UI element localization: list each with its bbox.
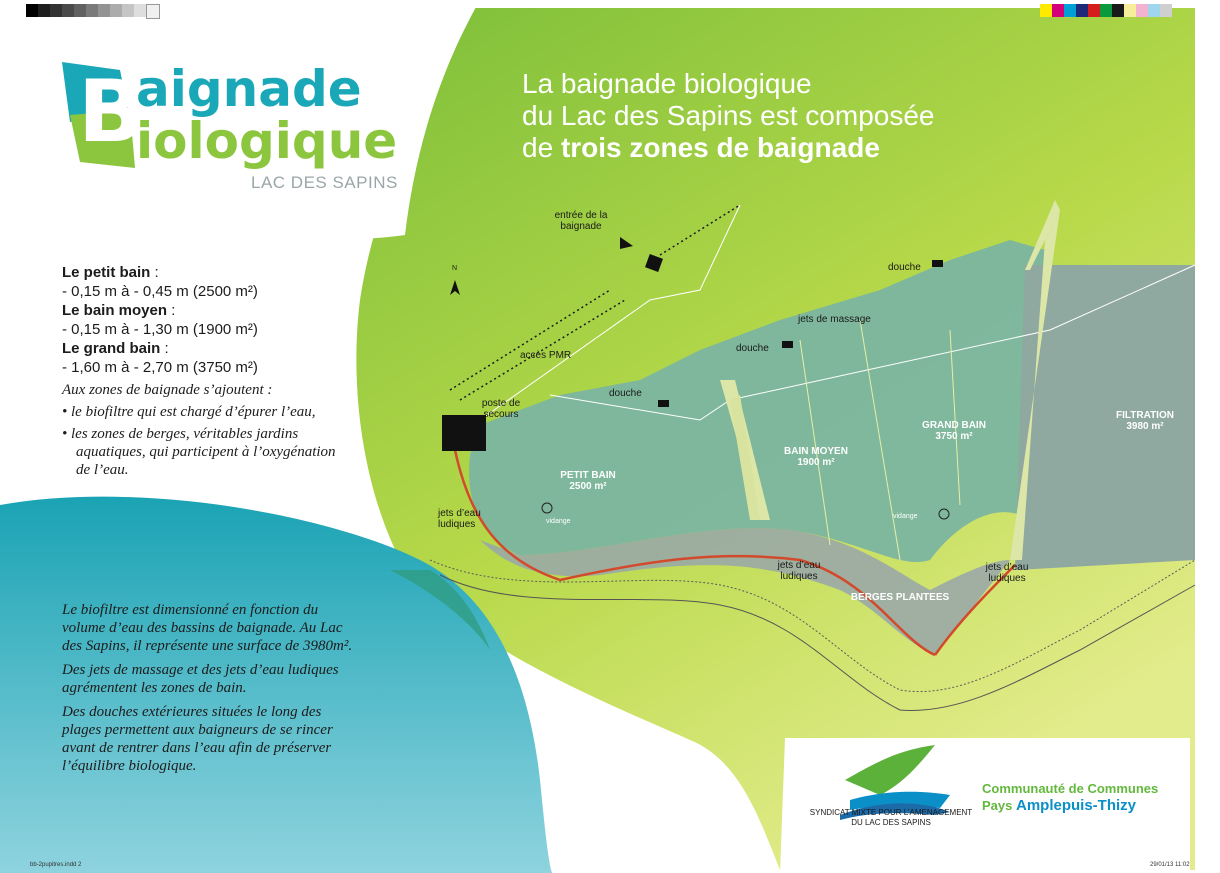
description-p2: Des jets de massage et des jets d’eau ludiques agrémentent les zones de bain. — [62, 662, 339, 696]
poste-secours-label: poste de secours — [481, 398, 521, 420]
description-p1: Le biofiltre est dimensionné en fonction du volume d’eau des bassins de baignade. Au Lac des Sapins, il représente une surface de 3980m². — [62, 602, 353, 654]
syndicat-name — [806, 808, 976, 828]
petit-bain-title: Le petit bain — [62, 264, 151, 281]
bain-moyen-zone — [776, 446, 856, 468]
berges-plantees-label: BERGES PLANTEES — [850, 592, 950, 603]
headline-line3 — [522, 132, 1182, 164]
syndicat-line2: DU LAC DES SAPINS — [851, 818, 931, 827]
grand-bain-value: - 1,60 m à - 2,70 m (3750 m²) — [62, 359, 258, 376]
print-slug-left: bb-2pupitres.indd 2 — [30, 862, 82, 868]
headline — [522, 68, 1182, 164]
entree-label: entrée de la baignade — [554, 210, 608, 232]
biofiltre-description — [62, 601, 362, 775]
logo-big-letter: B — [78, 62, 144, 162]
grand-bain-colon: : — [160, 340, 169, 357]
grand-bain-zone-title: GRAND BAIN — [922, 420, 986, 431]
petit-bain-value: - 0,15 m à - 0,45 m (2500 m²) — [62, 283, 258, 300]
douche-label-3: douche — [609, 388, 642, 399]
douche-label-1: douche — [888, 262, 921, 273]
logo-subtitle: LAC DES SAPINS — [251, 173, 398, 192]
jets-ludiques-label-2: jets d’eau ludiques — [777, 560, 821, 582]
filtration-zone-title: FILTRATION — [1116, 410, 1174, 421]
petit-bain-zone-area: 2500 m² — [569, 481, 607, 492]
zones-description — [62, 263, 362, 479]
jets-massage-label: jets de massage — [798, 314, 871, 325]
syndicat-line1: SYNDICAT MIXTE POUR L’AMENAGEMENT — [809, 808, 973, 817]
north-label: N — [452, 265, 458, 272]
ccpat-line2 — [982, 797, 1158, 814]
ccpat-line1: Communauté de Communes — [982, 781, 1159, 796]
vidange-label-2: vidange — [893, 513, 918, 520]
bain-moyen-colon: : — [167, 302, 176, 319]
filtration-zone-area: 3980 m² — [1126, 421, 1164, 432]
jets-ludiques-label-3: jets d’eau ludiques — [985, 562, 1029, 584]
bullet-berges: • les zones de berges, véritables jardins aquatiques, qui participent à l’oxygénation de l’eau. — [62, 426, 336, 478]
bain-moyen-zone-title: BAIN MOYEN — [784, 446, 848, 457]
filtration-zone — [1105, 410, 1185, 432]
logo-line1: aignade — [136, 60, 362, 118]
headline-line3-prefix: de — [522, 132, 561, 163]
bullet-biofiltre: • le biofiltre qui est chargé d’épurer l’eau, — [62, 404, 316, 420]
grand-bain-heading — [62, 339, 362, 358]
grand-bain-zone — [914, 420, 994, 442]
bain-moyen-value: - 0,15 m à - 1,30 m (1900 m²) — [62, 321, 258, 338]
grand-bain-title: Le grand bain — [62, 340, 161, 357]
petit-bain-heading — [62, 263, 362, 282]
acces-pmr-label: accès PMR — [520, 350, 572, 361]
description-p3: Des douches extérieures situées le long des plages permettent aux baigneurs de se rincer avant de rentrer dans l’eau afin de préserver l’équilibre biologique. — [62, 704, 333, 774]
headline-line3-bold: trois zones de baignade — [560, 132, 880, 163]
petit-bain-zone-title: PETIT BAIN — [560, 470, 616, 481]
bain-moyen-heading — [62, 301, 362, 320]
ccpat-pays: Pays — [982, 798, 1016, 813]
bain-moyen-zone-area: 1900 m² — [797, 457, 835, 468]
petit-bain-colon: : — [150, 264, 159, 281]
ccpat-name: Amplepuis-Thizy — [1015, 797, 1136, 814]
bain-moyen-title: Le bain moyen — [62, 302, 168, 319]
douche-label-2: douche — [736, 343, 769, 354]
logo-line2: iologique — [136, 112, 398, 170]
headline-line2: du Lac des Sapins est composée — [522, 100, 935, 131]
vidange-label-1: vidange — [546, 518, 571, 525]
extra-intro: Aux zones de baignade s’ajoutent : — [62, 382, 273, 398]
jets-ludiques-label-1: jets d’eau ludiques — [438, 508, 481, 530]
headline-line1: La baignade biologique — [522, 68, 812, 99]
grand-bain-zone-area: 3750 m² — [935, 431, 973, 442]
petit-bain-zone — [548, 470, 628, 492]
print-slug-right: 29/01/13 11:02 — [1150, 862, 1190, 868]
ccpat-logo-text — [982, 780, 1158, 814]
